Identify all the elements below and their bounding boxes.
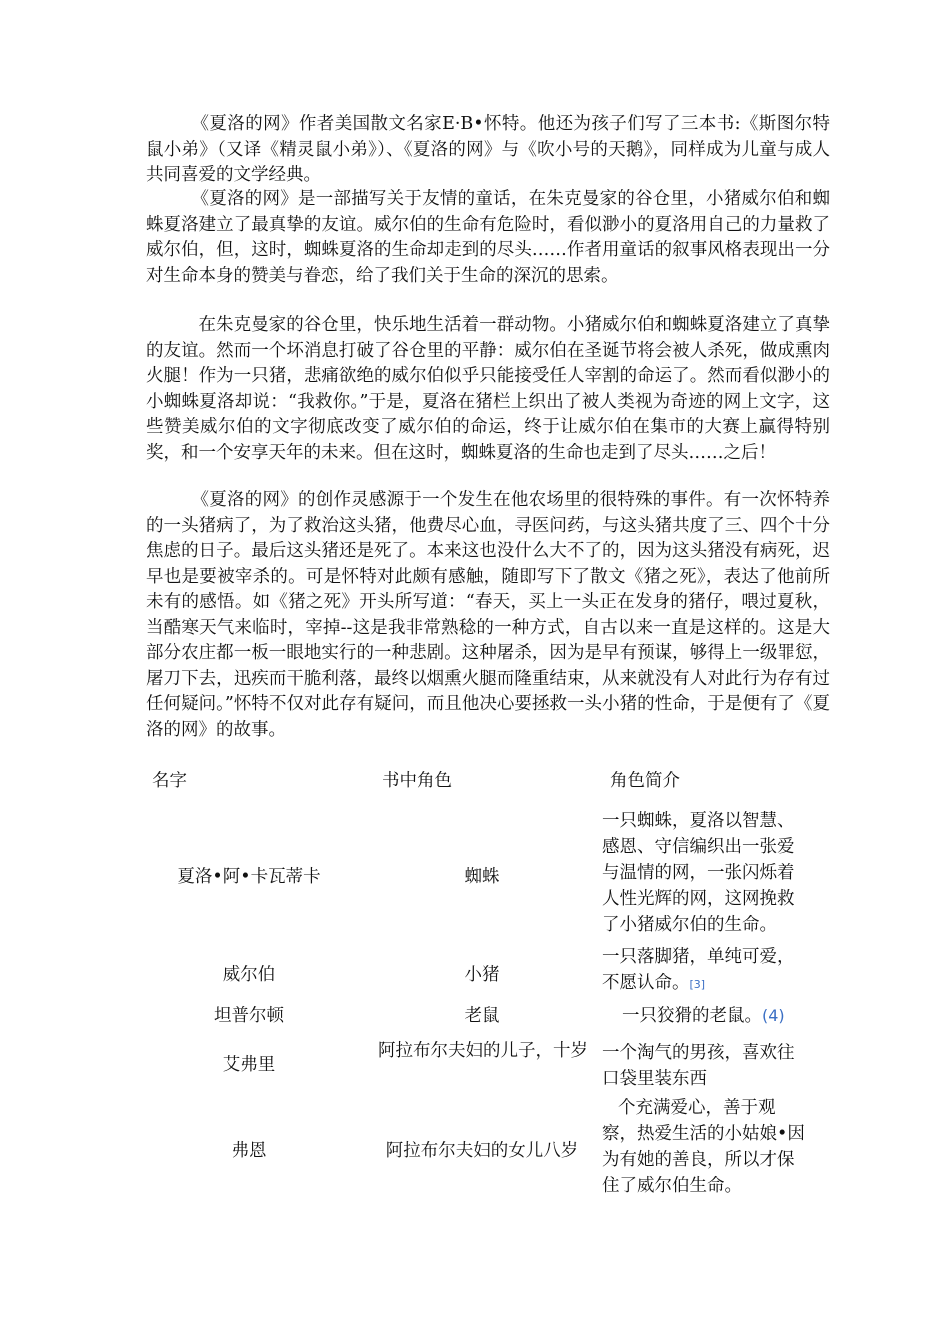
citation-ref[interactable]: (4) <box>762 1006 785 1025</box>
cell-name: 坦普尔顿 <box>214 1006 284 1026</box>
cell-desc-text: 一只落脚猪，单纯可爱，不愿认命。 <box>602 947 795 993</box>
cell-name: 威尔伯 <box>222 965 276 985</box>
cell-desc <box>602 944 808 998</box>
cell-role: 蜘蛛 <box>464 867 500 887</box>
header-name: 名字 <box>152 771 187 791</box>
cell-desc: 一只蜘蛛，夏洛以智慧、感恩、守信编织出一张爱与温情的网，一张闪烁着人性光辉的网，这网挽救了小猪威尔伯的生命。 <box>602 811 795 935</box>
header-intro: 角色简介 <box>610 771 680 791</box>
citation-ref[interactable]: [3] <box>689 978 706 991</box>
cell-desc-text: 一只狡猾的老鼠。 <box>622 1006 762 1026</box>
cell-role: 老鼠 <box>464 1006 500 1026</box>
paragraph-author: 《夏洛的网》作者美国散文名家E·B•怀特。他还为孩子们写了三本书:《斯图尔特鼠小弟》（又译《精灵鼠小弟》）、《夏洛的网》与《吹小号的天鹅》，同样成为儿童与成人共同喜爱的文学经典。 <box>146 114 830 185</box>
cell-name: 夏洛•阿•卡瓦蒂卡 <box>177 867 321 887</box>
cell-desc <box>602 1003 828 1029</box>
cell-role: 阿拉布尔夫妇的儿子，十岁 <box>378 1041 588 1061</box>
paragraph-inspiration: 《夏洛的网》的创作灵感源于一个发生在他农场里的很特殊的事件。有一次怀特养的一头猪病了，为了救治这头猪，他费尽心血，寻医问药，与这头猪共度了三、四个十分焦虑的日子。最后这头猪还是死了。本来这也没什么大不了的，因为这头猪没有病死，迟早也是要被宰杀的。可是怀特对此颇有感触，随即写下了散文《猪之死》，表达了他前所未有的感悟。如《猪之死》开头所写道：“春天，买上一头正在发身的猪仔，喂过夏秋，当酷寒天气来临时，宰掉--这是我非常熟稔的一种方式，自古以来一直是这样的。这是大部分农庄都一板一眼地实行的一种悲剧。这种屠杀，因为是早有预谋，够得上一级罪愆，屠刀下去，迅疾而干脆利落，最终以烟熏火腿而隆重结束，从来就没有人对此行为存有过任何疑问。”怀特不仅对此存有疑问，而且他决心要拯救一头小猪的性命，于是便有了《夏洛的网》的故事。 <box>146 490 830 740</box>
paragraph-summary: 《夏洛的网》是一部描写关于友情的童话，在朱克曼家的谷仓里，小猪威尔伯和蜘蛛夏洛建立了最真挚的友谊。威尔伯的生命有危险时，看似渺小的夏洛用自己的力量救了威尔伯，但，这时，蜘蛛夏洛的生命却走到的尽头……作者用童话的叙事风格表现出一分对生命本身的赞美与眷恋，给了我们关于生命的深沉的思索。 <box>146 189 830 286</box>
cell-name: 艾弗里 <box>222 1055 276 1075</box>
cell-desc: 一个淘气的男孩，喜欢往口袋里装东西 <box>602 1043 795 1089</box>
paragraph-plot: 在朱克曼家的谷仓里，快乐地生活着一群动物。小猪威尔伯和蜘蛛夏洛建立了真挚的友谊。然而一个坏消息打破了谷仓里的平静：威尔伯在圣诞节将会被人杀死，做成熏肉火腿！作为一只猪，悲痛欲绝的威尔伯似乎只能接受任人宰割的命运了。然而看似渺小的小蜘蛛夏洛却说：“我救你。”于是，夏洛在猪栏上织出了被人类视为奇迹的网上文字，这些赞美威尔伯的文字彻底改变了威尔伯的命运，终于让威尔伯在集市的大赛上赢得特别奖，和一个安享天年的未来。但在这时，蜘蛛夏洛的生命也走到了尽头……之后！ <box>146 315 830 463</box>
cell-role: 小猪 <box>464 965 500 985</box>
header-role: 书中角色 <box>382 771 452 791</box>
cell-role: 阿拉布尔夫妇的女儿八岁 <box>385 1141 579 1161</box>
cell-name: 弗恩 <box>231 1141 267 1161</box>
cell-desc: 个充满爱心，善于观察，热爱生活的小姑娘•因为有她的善良，所以才保住了威尔伯生命。 <box>602 1098 805 1196</box>
